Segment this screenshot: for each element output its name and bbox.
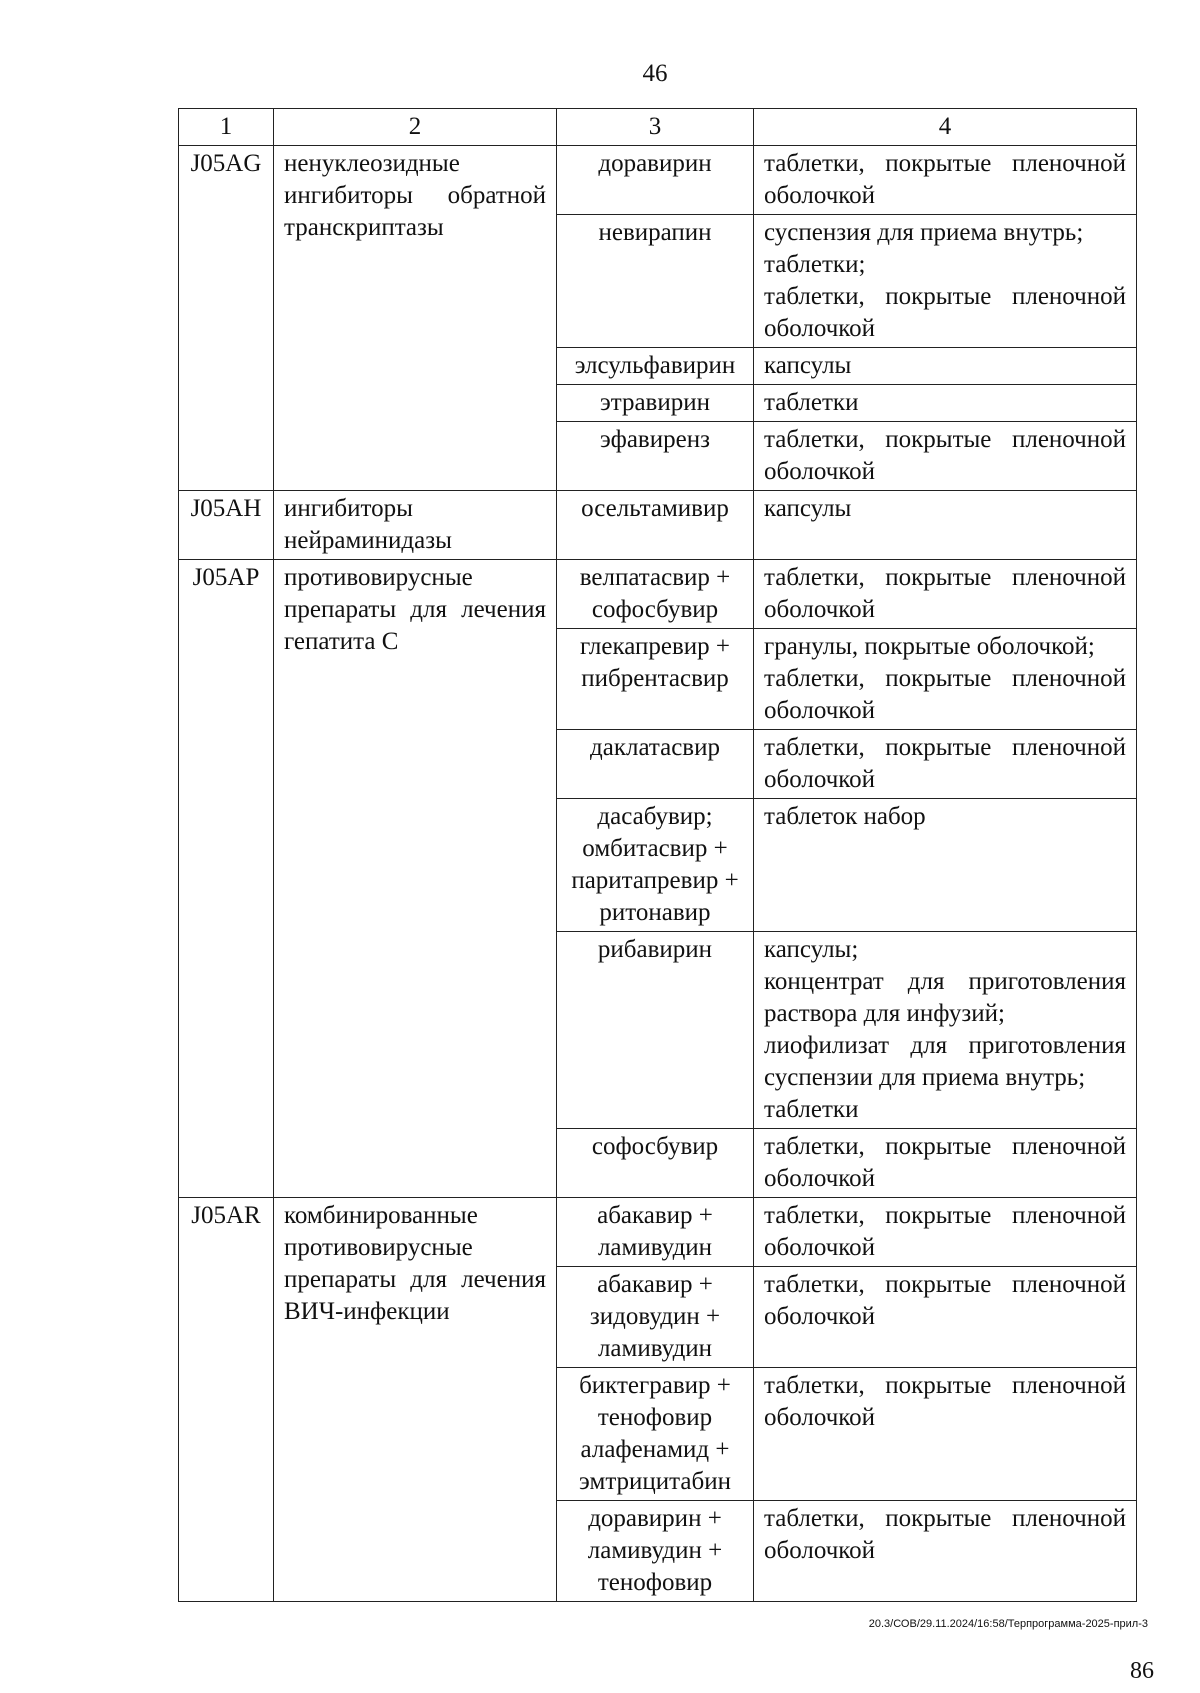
dosage-form-cell bbox=[754, 1198, 1137, 1267]
dosage-form-cell bbox=[754, 629, 1137, 730]
dosage-form: капсулы bbox=[764, 495, 852, 522]
drug-name: тенофовир bbox=[597, 1569, 713, 1596]
drug-name-cell bbox=[557, 215, 754, 348]
drug-name: рибавирин bbox=[597, 936, 713, 963]
table-row bbox=[179, 146, 1137, 215]
group-name: ненуклеозидные ингибиторы обратной транскриптазы bbox=[274, 146, 557, 491]
atc-code: J05AR bbox=[179, 1198, 274, 1602]
footer-code: 20.3/СОВ/29.11.2024/16:58/Терпрограмма-2025-прил-3 bbox=[868, 1618, 1148, 1630]
dosage-form-cell bbox=[754, 1267, 1137, 1368]
dosage-form-cell bbox=[754, 1368, 1137, 1501]
drug-name-cell bbox=[557, 1129, 754, 1198]
column-header: 2 bbox=[274, 109, 557, 146]
drug-name: пибрентасвир bbox=[581, 665, 729, 692]
dosage-form: лиофилизат для приготовления суспензии для приема внутрь; bbox=[764, 1032, 1126, 1091]
dosage-form: капсулы; bbox=[764, 936, 859, 963]
dosage-form-cell bbox=[754, 560, 1137, 629]
drug-name-cell bbox=[557, 1198, 754, 1267]
drug-name-cell bbox=[557, 560, 754, 629]
dosage-form: таблетки, покрытые пленочной оболочкой bbox=[764, 1372, 1126, 1431]
dosage-form-cell bbox=[754, 422, 1137, 491]
dosage-form: суспензия для приема внутрь; bbox=[764, 219, 1084, 246]
drug-name: глекапревир + bbox=[579, 633, 731, 660]
drug-name: ламивудин bbox=[597, 1335, 713, 1362]
drug-name-cell bbox=[557, 1267, 754, 1368]
dosage-form: таблетки; bbox=[764, 251, 866, 278]
dosage-form: таблетки bbox=[764, 389, 859, 416]
drug-name-cell bbox=[557, 348, 754, 385]
drug-name: ритонавир bbox=[599, 899, 711, 926]
drug-name: этравирин bbox=[600, 389, 710, 416]
drug-name-cell bbox=[557, 422, 754, 491]
dosage-form-cell bbox=[754, 146, 1137, 215]
dosage-form-cell bbox=[754, 1501, 1137, 1602]
dosage-form: таблетки, покрытые пленочной оболочкой bbox=[764, 1202, 1126, 1261]
drug-name: осельтамивир bbox=[581, 495, 729, 522]
dosage-form-cell bbox=[754, 215, 1137, 348]
drug-name: эфавиренз bbox=[600, 426, 710, 453]
drug-name-cell bbox=[557, 1501, 754, 1602]
drug-name-cell bbox=[557, 1368, 754, 1501]
dosage-form-cell bbox=[754, 1129, 1137, 1198]
drug-name: алафенамид + bbox=[580, 1436, 730, 1463]
dosage-form-cell bbox=[754, 799, 1137, 932]
group-name: ингибиторы нейраминидазы bbox=[274, 491, 557, 560]
atc-code: J05AG bbox=[179, 146, 274, 491]
atc-code: J05AH bbox=[179, 491, 274, 560]
drug-name-cell bbox=[557, 932, 754, 1129]
drug-name: ламивудин bbox=[597, 1234, 713, 1261]
dosage-form: таблетки, покрытые пленочной оболочкой bbox=[764, 1505, 1126, 1564]
page-number: 46 bbox=[642, 60, 668, 87]
drug-name: абакавир + bbox=[597, 1202, 713, 1229]
dosage-form: таблетки, покрытые пленочной оболочкой bbox=[764, 150, 1126, 209]
group-name: противовирусные препараты для лечения гепатита C bbox=[274, 560, 557, 1198]
drug-name: невирапин bbox=[598, 219, 712, 246]
medicines-table bbox=[178, 108, 1137, 1602]
dosage-form: таблетки, покрытые пленочной оболочкой bbox=[764, 283, 1126, 342]
dosage-form: капсулы bbox=[764, 352, 852, 379]
dosage-form: таблеток набор bbox=[764, 803, 926, 830]
drug-name-cell bbox=[557, 146, 754, 215]
drug-name-cell bbox=[557, 629, 754, 730]
drug-name-cell bbox=[557, 799, 754, 932]
dosage-form: таблетки, покрытые пленочной оболочкой bbox=[764, 734, 1126, 793]
table-row bbox=[179, 1198, 1137, 1267]
dosage-form: гранулы, покрытые оболочкой; bbox=[764, 633, 1095, 660]
dosage-form: концентрат для приготовления раствора для инфузий; bbox=[764, 968, 1126, 1027]
group-name: комбинированные противовирусные препараты для лечения ВИЧ-инфекции bbox=[274, 1198, 557, 1602]
column-header: 4 bbox=[754, 109, 1137, 146]
drug-name: эмтрицитабин bbox=[578, 1468, 731, 1495]
drug-name: элсульфавирин bbox=[574, 352, 736, 379]
drug-name: паритапревир + bbox=[571, 867, 739, 894]
drug-name: софосбувир bbox=[591, 596, 719, 623]
drug-name: доравирин bbox=[598, 150, 712, 177]
dosage-form-cell bbox=[754, 932, 1137, 1129]
dosage-form-cell bbox=[754, 730, 1137, 799]
header-row bbox=[179, 109, 1137, 146]
drug-name-cell bbox=[557, 491, 754, 560]
drug-name: абакавир + bbox=[597, 1271, 713, 1298]
drug-name: софосбувир bbox=[591, 1133, 719, 1160]
table-row bbox=[179, 560, 1137, 629]
dosage-form-cell bbox=[754, 348, 1137, 385]
drug-name: омбитасвир + bbox=[582, 835, 728, 862]
dosage-form-cell bbox=[754, 385, 1137, 422]
column-header: 3 bbox=[557, 109, 754, 146]
dosage-form-cell bbox=[754, 491, 1137, 560]
drug-name: велпатасвир + bbox=[579, 564, 731, 591]
dosage-form: таблетки, покрытые пленочной оболочкой bbox=[764, 426, 1126, 485]
drug-name-cell bbox=[557, 730, 754, 799]
drug-name: зидовудин + bbox=[589, 1303, 721, 1330]
drug-name-cell bbox=[557, 385, 754, 422]
drug-name: доравирин + bbox=[588, 1505, 722, 1532]
sheet-number: 86 bbox=[1130, 1658, 1154, 1684]
dosage-form: таблетки, покрытые пленочной оболочкой bbox=[764, 665, 1126, 724]
drug-name: тенофовир bbox=[597, 1404, 713, 1431]
drug-name: даклатасвир bbox=[590, 734, 720, 761]
dosage-form: таблетки, покрытые пленочной оболочкой bbox=[764, 564, 1126, 623]
dosage-form: таблетки, покрытые пленочной оболочкой bbox=[764, 1271, 1126, 1330]
drug-name: ламивудин + bbox=[587, 1537, 723, 1564]
dosage-form: таблетки, покрытые пленочной оболочкой bbox=[764, 1133, 1126, 1192]
drug-name: дасабувир; bbox=[597, 803, 713, 830]
dosage-form: таблетки bbox=[764, 1096, 859, 1123]
table-row bbox=[179, 491, 1137, 560]
atc-code: J05AP bbox=[179, 560, 274, 1198]
drug-name: биктегравир + bbox=[579, 1372, 731, 1399]
column-header: 1 bbox=[179, 109, 274, 146]
